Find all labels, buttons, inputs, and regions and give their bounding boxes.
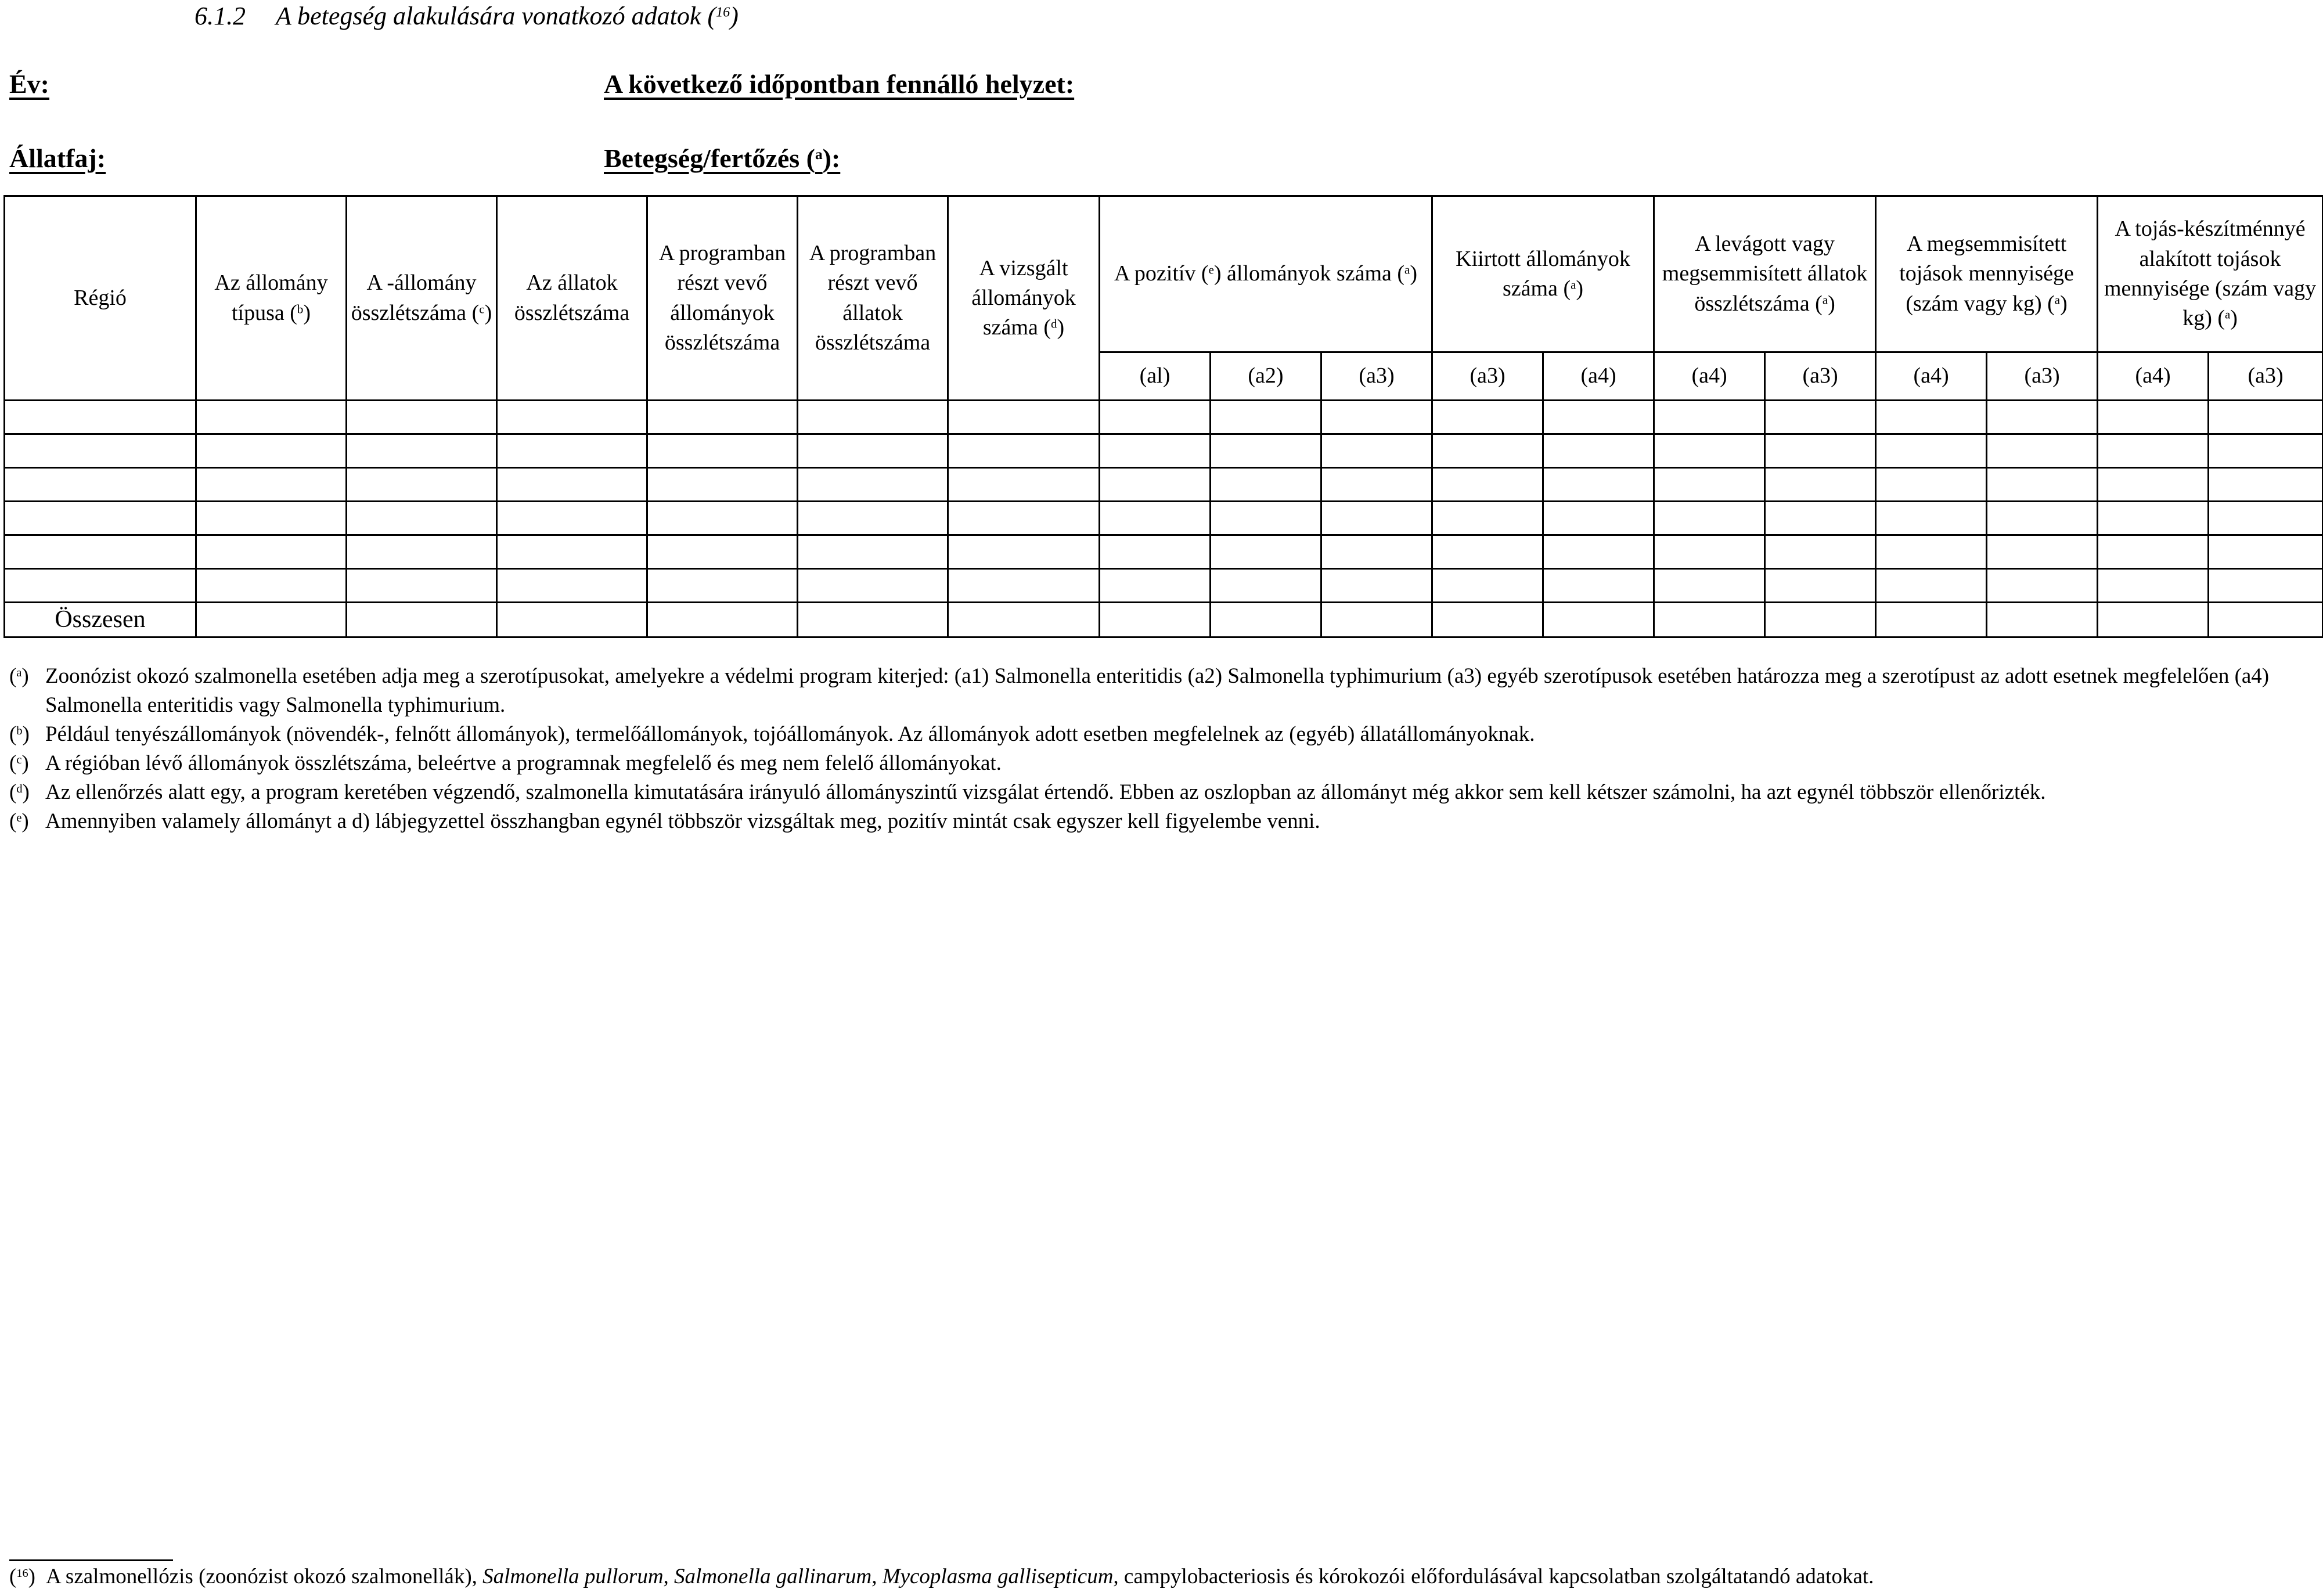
table-cell	[196, 535, 347, 569]
table-cell	[1654, 434, 1765, 468]
table-row	[5, 502, 2323, 535]
table-cell	[1654, 535, 1765, 569]
table-body	[5, 401, 2323, 637]
field-disease-label: Betegség/fertőzés ($^a$):	[604, 143, 841, 173]
table-cell	[1100, 434, 1211, 468]
table-cell	[2098, 401, 2209, 434]
subheader-cell: (a3)	[1765, 352, 1876, 401]
table-cell	[1654, 569, 1765, 603]
table-cell	[1987, 468, 2098, 502]
table-total-row	[5, 603, 2323, 637]
table-cell	[1321, 468, 1432, 502]
header-animals-total: Az állatok összlétszáma	[497, 196, 647, 401]
table-cell	[5, 401, 196, 434]
table-cell	[1654, 603, 1765, 637]
table-cell	[5, 535, 196, 569]
table-cell	[1100, 569, 1211, 603]
table-cell	[1987, 535, 2098, 569]
table-cell	[1321, 401, 1432, 434]
table-cell	[347, 401, 497, 434]
table-row	[5, 535, 2323, 569]
table-cell	[647, 401, 798, 434]
table-cell	[1876, 502, 1987, 535]
table-cell	[2209, 569, 2323, 603]
table-row	[5, 569, 2323, 603]
table-cell	[1543, 401, 1654, 434]
table-cell	[1100, 468, 1211, 502]
table-cell	[798, 434, 948, 468]
table-cell	[1543, 502, 1654, 535]
field-species-label: Állatfaj:	[9, 143, 106, 173]
table-cell	[1987, 434, 2098, 468]
table-cell	[1876, 434, 1987, 468]
table-cell	[1876, 468, 1987, 502]
table-cell	[1321, 603, 1432, 637]
table-cell	[1543, 468, 1654, 502]
table-cell	[798, 502, 948, 535]
section-title: A betegség alakulására vonatkozó adatok (	[276, 2, 716, 30]
table-cell	[798, 468, 948, 502]
table-cell	[1765, 434, 1876, 468]
header-program-herds: A programban részt vevő állományok összlétszáma	[647, 196, 798, 401]
table-cell	[948, 502, 1100, 535]
table-cell	[1876, 535, 1987, 569]
table-cell	[1321, 502, 1432, 535]
table-cell	[1321, 535, 1432, 569]
note-a: ($^a$) Zoonózist okozó szalmonella esetében adja meg a szerotípusokat, amelyekre a védelmi program kiterjed: (a1) Salmonella enteritidis (a2) Salmonella typhimurium (a3) egyéb szerotípusok esetében határozza meg a szerotípust az adott esetnek megfelelően (a4) Salmonella enteritidis vagy Salmonella typhimurium.	[9, 664, 2270, 717]
table-cell	[1876, 603, 1987, 637]
header-herd-total: A -állomány összlétszáma ($^c$)	[347, 196, 497, 401]
table-cell	[1987, 401, 2098, 434]
table-cell	[948, 603, 1100, 637]
table-cell	[1100, 401, 1211, 434]
data-table-container	[3, 195, 2321, 644]
table-cell	[196, 569, 347, 603]
table-cell	[497, 434, 647, 468]
table-cell	[1765, 468, 1876, 502]
table-cell	[647, 569, 798, 603]
note-b: ($^b$) Például tenyészállományok (növendék-, felnőtt állományok), termelőállományok, tojóállományok. Az állományok adott esetben megfelelnek az (egyéb) állatállományoknak.	[9, 722, 1535, 746]
table-cell	[2098, 569, 2209, 603]
table-cell	[196, 468, 347, 502]
subheader-cell: (a3)	[1987, 352, 2098, 401]
table-cell	[1654, 401, 1765, 434]
table-cell	[497, 468, 647, 502]
table-cell	[1765, 603, 1876, 637]
table-cell	[798, 535, 948, 569]
page-footnote: ($^{16}$) A szalmonellózis (zoonózist okozó szalmonellák), Salmonella pullorum, Salmonella gallinarum, Mycoplasma gallisepticum, campylobacteriosis és kórokozói előfordulásával kapcsolatban szolgáltatandó adatokat.	[9, 1565, 1874, 1588]
table-cell	[948, 468, 1100, 502]
table-cell	[647, 468, 798, 502]
header-tested-herds: A vizsgált állományok száma ($^d$)	[948, 196, 1100, 401]
table-cell	[2098, 468, 2209, 502]
table-cell	[1432, 569, 1543, 603]
table-cell	[1654, 502, 1765, 535]
table-cell	[798, 603, 948, 637]
table-cell	[196, 434, 347, 468]
table-cell	[347, 502, 497, 535]
table-cell	[497, 401, 647, 434]
table-cell	[1765, 502, 1876, 535]
table-cell	[1211, 468, 1321, 502]
table-cell	[1211, 502, 1321, 535]
table-cell	[798, 569, 948, 603]
table-cell	[1100, 502, 1211, 535]
table-cell	[5, 468, 196, 502]
table-cell	[2209, 401, 2323, 434]
table-cell	[1654, 468, 1765, 502]
table-cell	[1543, 535, 1654, 569]
table-cell	[347, 434, 497, 468]
table-cell	[497, 535, 647, 569]
section-title-ref: 16	[716, 4, 730, 20]
header-processed-eggs: A tojás-készítménnyé alakított tojások mennyisége (szám vagy kg) ($^a$)	[2098, 196, 2323, 352]
header-region: Régió	[5, 196, 196, 401]
table-cell	[1321, 434, 1432, 468]
table-cell	[196, 502, 347, 535]
table-cell	[5, 502, 196, 535]
subheader-cell: (a4)	[2098, 352, 2209, 401]
table-cell	[5, 434, 196, 468]
table-cell	[347, 603, 497, 637]
table-cell	[2209, 502, 2323, 535]
table-cell	[1211, 603, 1321, 637]
table-row	[5, 468, 2323, 502]
table-cell	[347, 535, 497, 569]
table-cell	[1765, 535, 1876, 569]
header-culled-herds: Kiirtott állományok száma ($^a$)	[1432, 196, 1654, 352]
table-cell	[2209, 468, 2323, 502]
table-cell	[196, 401, 347, 434]
table-cell	[1876, 401, 1987, 434]
table-row	[5, 401, 2323, 434]
header-program-animals: A programban részt vevő állatok összlétszáma	[798, 196, 948, 401]
table-cell	[1987, 603, 2098, 637]
table-cell	[1765, 401, 1876, 434]
table-notes	[9, 662, 2314, 836]
header-positive-herds: A pozitív ($^e$) állományok száma ($^a$)	[1100, 196, 1432, 352]
table-cell	[948, 535, 1100, 569]
table-cell	[2098, 535, 2209, 569]
disease-data-table	[3, 195, 2323, 638]
table-cell	[647, 502, 798, 535]
table-cell	[1987, 569, 2098, 603]
table-cell	[948, 434, 1100, 468]
table-cell	[2209, 603, 2323, 637]
header-slaughtered-animals: A levágott vagy megsemmisített állatok összlétszáma ($^a$)	[1654, 196, 1876, 352]
table-cell	[1987, 502, 2098, 535]
field-situation-label: A következő időpontban fennálló helyzet:	[604, 69, 1075, 99]
total-label: Összesen	[5, 603, 196, 637]
table-cell	[1211, 434, 1321, 468]
table-cell	[347, 569, 497, 603]
note-d: ($^d$) Az ellenőrzés alatt egy, a program keretében végzendő, szalmonella kimutatására irányuló állományszintű vizsgálat értendő. Ebben az oszlopban az állományt még akkor sem kell kétszer számolni, ha azt egynél többször ellenőrizték.	[9, 780, 2046, 804]
note-e: ($^e$) Amennyiben valamely állományt a d) lábjegyzettel összhangban egynél többször vizsgáltak meg, pozitív mintát csak egyszer kell figyelembe venni.	[9, 809, 1320, 833]
table-cell	[2209, 535, 2323, 569]
section-heading: 6.1.2 A betegség alakulására vonatkozó adatok ($^{16}$)	[195, 2, 739, 30]
table-cell	[2098, 434, 2209, 468]
subheader-cell: (a4)	[1876, 352, 1987, 401]
table-cell	[647, 603, 798, 637]
table-cell	[1211, 535, 1321, 569]
table-cell	[1321, 569, 1432, 603]
header-destroyed-eggs: A megsemmisített tojások mennyisége (szám vagy kg) ($^a$)	[1876, 196, 2098, 352]
table-row	[5, 434, 2323, 468]
table-cell	[2098, 603, 2209, 637]
table-cell	[1432, 603, 1543, 637]
table-cell	[196, 603, 347, 637]
table-cell	[2098, 502, 2209, 535]
table-cell	[1100, 535, 1211, 569]
field-year-label: Év:	[9, 69, 49, 99]
table-cell	[1543, 603, 1654, 637]
table-cell	[1432, 535, 1543, 569]
table-cell	[1432, 401, 1543, 434]
table-cell	[1100, 603, 1211, 637]
subheader-cell: (a3)	[1321, 352, 1432, 401]
table-cell	[1432, 468, 1543, 502]
table-cell	[497, 603, 647, 637]
section-number: 6.1.2	[195, 2, 246, 30]
subheader-cell: (a2)	[1211, 352, 1321, 401]
table-cell	[1211, 401, 1321, 434]
table-cell	[347, 468, 497, 502]
subheader-cell: (al)	[1100, 352, 1211, 401]
table-cell	[497, 502, 647, 535]
table-cell	[948, 569, 1100, 603]
table-cell	[1432, 502, 1543, 535]
table-cell	[1765, 569, 1876, 603]
subheader-cell: (a3)	[2209, 352, 2323, 401]
table-cell	[1543, 434, 1654, 468]
table-cell	[2209, 434, 2323, 468]
note-c: ($^c$) A régióban lévő állományok összlétszáma, beleértve a programnak megfelelő és meg nem felelő állományokat.	[9, 751, 1002, 775]
subheader-cell: (a4)	[1543, 352, 1654, 401]
footnote-divider	[9, 1559, 173, 1561]
table-cell	[647, 535, 798, 569]
table-cell	[497, 569, 647, 603]
table-cell	[1211, 569, 1321, 603]
table-cell	[1543, 569, 1654, 603]
table-cell	[948, 401, 1100, 434]
table-cell	[5, 569, 196, 603]
table-cell	[647, 434, 798, 468]
header-herd-type: Az állomány típusa ($^b$)	[196, 196, 347, 401]
table-cell	[1432, 434, 1543, 468]
subheader-cell: (a4)	[1654, 352, 1765, 401]
table-cell	[798, 401, 948, 434]
subheader-cell: (a3)	[1432, 352, 1543, 401]
table-cell	[1876, 569, 1987, 603]
